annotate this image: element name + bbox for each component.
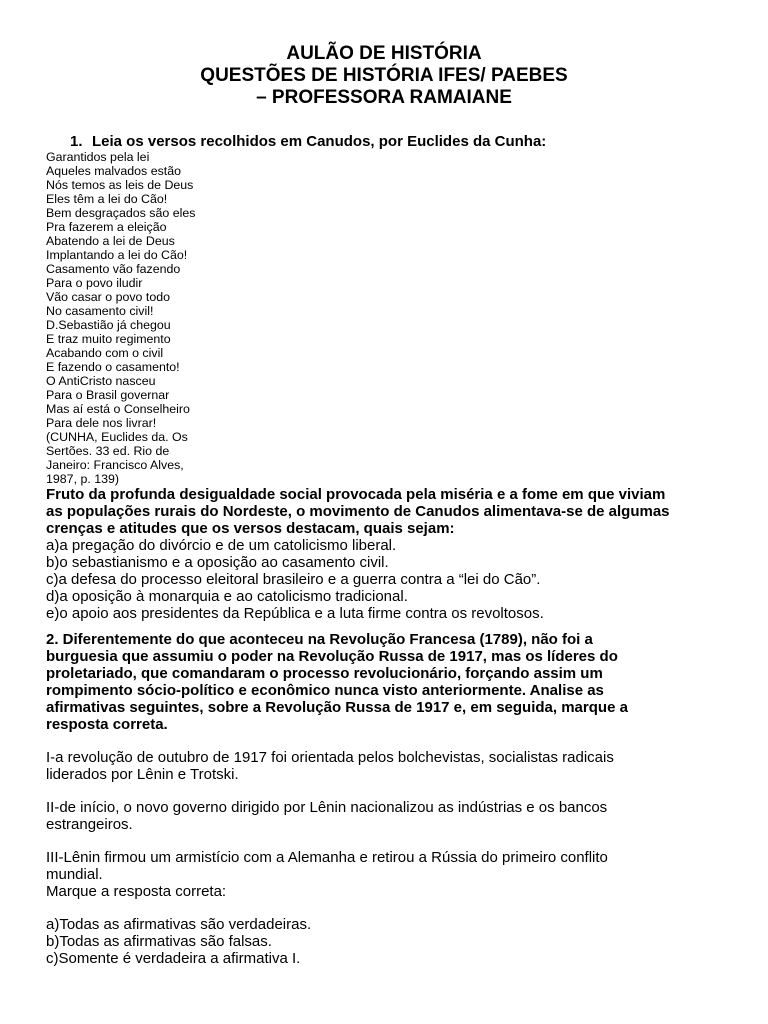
verse-line: Para o Brasil governar [46, 388, 170, 402]
question-2-instruction: Marque a resposta correta: [46, 883, 227, 900]
verse-line: Nós temos as leis de Deus [46, 178, 194, 192]
canudos-verses [46, 150, 195, 486]
verse-line: Mas aí está o Conselheiro [46, 402, 190, 416]
question-2-options [46, 916, 736, 967]
verse-line: Abatendo a lei de Deus [46, 234, 175, 248]
statement-2-line: II-de início, o novo governo dirigido por Lênin nacionalizou as indústrias e os bancos [46, 799, 608, 816]
statement-2 [46, 799, 736, 833]
verse-line: Acabando com o civil [46, 346, 164, 360]
citation-line: (CUNHA, Euclides da. Os [46, 430, 188, 444]
citation-line: 1987, p. 139) [46, 472, 120, 486]
question-1-prompt-line: as populações rurais do Nordeste, o movimento de Canudos alimentava-se de algumas [46, 503, 670, 520]
statement-1 [46, 749, 736, 783]
question-2-prompt [46, 631, 736, 733]
statement-3-line: III-Lênin firmou um armistício com a Alemanha e retirou a Rússia do primeiro conflito [46, 849, 608, 866]
question-1-option-e: e)o apoio aos presidentes da República e a luta firme contra os revoltosos. [46, 605, 544, 622]
verse-line: Garantidos pela lei [46, 150, 150, 164]
question-2-prompt-line: burguesia que assumiu o poder na Revolução Russa de 1917, mas os líderes do [46, 648, 618, 665]
verse-line: Para dele nos livrar! [46, 416, 157, 430]
verse-line: Vão casar o povo todo [46, 290, 170, 304]
verse-line: No casamento civil! [46, 304, 154, 318]
title-line-1: AULÃO DE HISTÓRIA [286, 43, 482, 64]
question-2-prompt-line: resposta correta. [46, 716, 168, 733]
question-1-heading-text: Leia os versos recolhidos em Canudos, por Euclides da Cunha: [92, 133, 547, 150]
question-1-prompt-line: crenças e atitudes que os versos destacam, quais sejam: [46, 520, 455, 537]
question-1-number: 1. [70, 133, 83, 150]
citation-line: Janeiro: Francisco Alves, [46, 458, 184, 472]
question-1-prompt-line: Fruto da profunda desigualdade social provocada pela miséria e a fome em que viviam [46, 486, 666, 503]
title-line-3: – PROFESSORA RAMAIANE [256, 87, 512, 108]
statement-1-line: I-a revolução de outubro de 1917 foi orientada pelos bolchevistas, socialistas radicais [46, 749, 614, 766]
verse-line: Aqueles malvados estão [46, 164, 182, 178]
title-line-2: QUESTÕES DE HISTÓRIA IFES/ PAEBES [200, 65, 568, 86]
verse-line: Eles têm a lei do Cão! [46, 192, 168, 206]
question-1-option-b: b)o sebastianismo e a oposição ao casamento civil. [46, 554, 389, 571]
verse-line: D.Sebastião já chegou [46, 318, 171, 332]
question-2-option-b: b)Todas as afirmativas são falsas. [46, 933, 272, 950]
question-1-option-a: a)a pregação do divórcio e de um catolicismo liberal. [46, 537, 397, 554]
question-2-prompt-line: 2. Diferentemente do que aconteceu na Revolução Francesa (1789), não foi a [46, 631, 593, 648]
verse-line: Implantando a lei do Cão! [46, 248, 188, 262]
question-1-option-c: c)a defesa do processo eleitoral brasileiro e a guerra contra a “lei do Cão”. [46, 571, 541, 588]
verse-line: E fazendo o casamento! [46, 360, 180, 374]
statement-3 [46, 849, 736, 900]
question-1-option-d: d)a oposição à monarquia e ao catolicismo tradicional. [46, 588, 408, 605]
question-1-body [46, 486, 736, 622]
question-2-prompt-line: proletariado, que comandaram o processo revolucionário, forçando assim um [46, 665, 603, 682]
question-1-heading [70, 133, 546, 151]
verse-line: O AntiCristo nasceu [46, 374, 156, 388]
question-2-prompt-line: afirmativas seguintes, sobre a Revolução Russa de 1917 e, em seguida, marque a [46, 699, 628, 716]
question-2-option-a: a)Todas as afirmativas são verdadeiras. [46, 916, 312, 933]
verse-line: Pra fazerem a eleição [46, 220, 167, 234]
question-2-option-c: c)Somente é verdadeira a afirmativa I. [46, 950, 301, 967]
verse-line: E traz muito regimento [46, 332, 171, 346]
question-2-prompt-line: rompimento sócio-político e econômico nunca visto anteriormente. Analise as [46, 682, 604, 699]
citation-line: Sertões. 33 ed. Rio de [46, 444, 170, 458]
verse-line: Casamento vão fazendo [46, 262, 181, 276]
statement-1-line: liderados por Lênin e Trotski. [46, 766, 239, 783]
statement-2-line: estrangeiros. [46, 816, 133, 833]
verse-line: Bem desgraçados são eles [46, 206, 196, 220]
document-title [0, 43, 768, 109]
statement-3-line: mundial. [46, 866, 103, 883]
verse-line: Para o povo iludir [46, 276, 143, 290]
